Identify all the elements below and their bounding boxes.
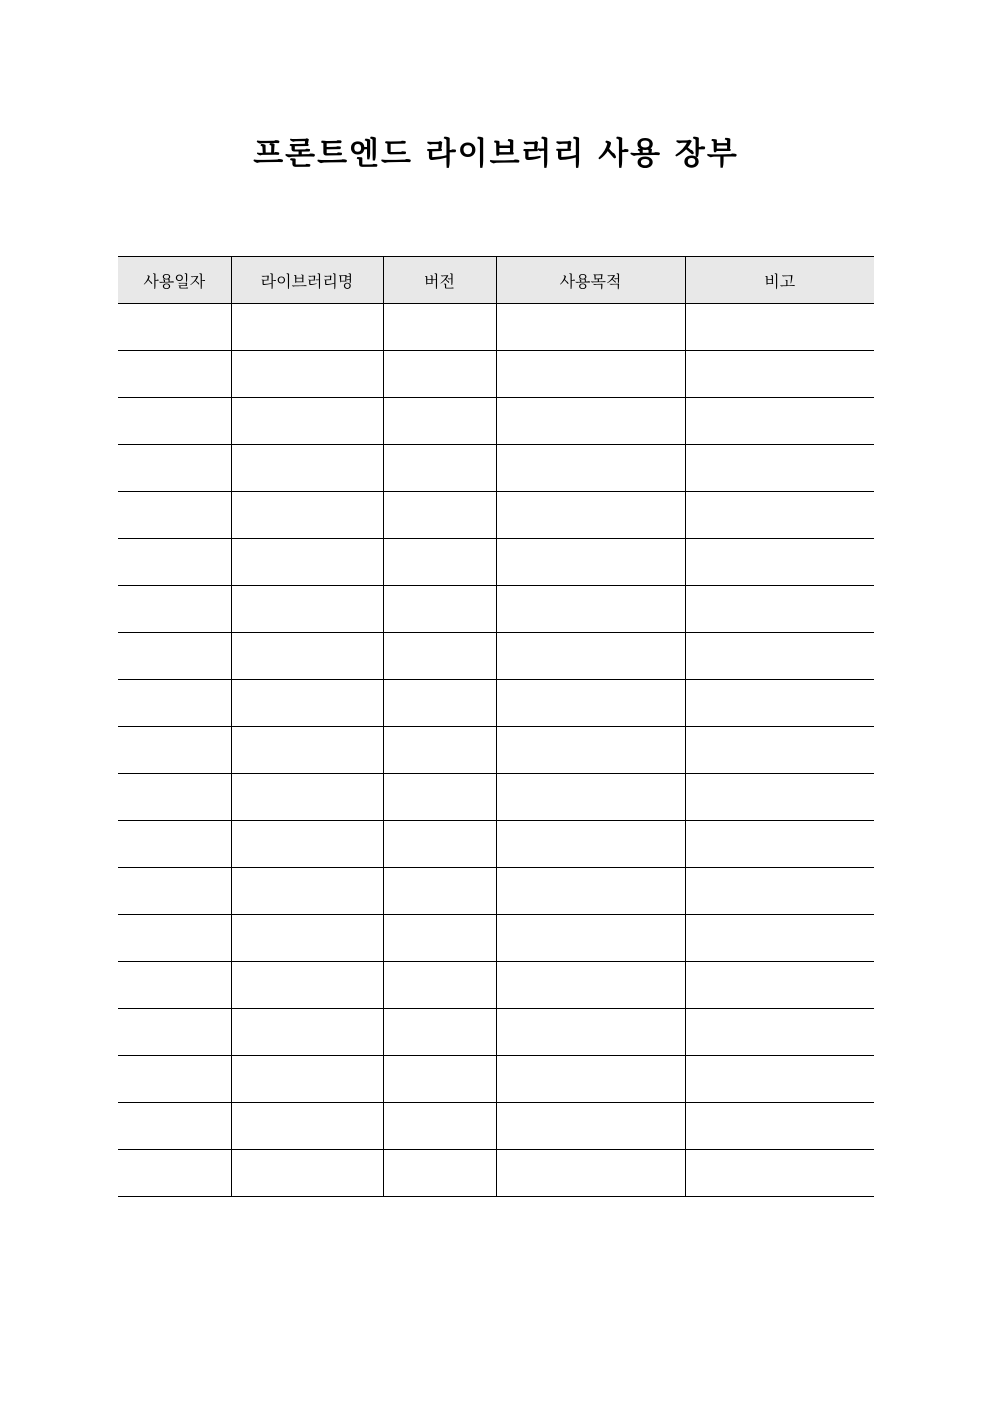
- version-cell[interactable]: [383, 633, 496, 680]
- remarks-cell[interactable]: [685, 680, 874, 727]
- date-cell[interactable]: [118, 351, 231, 398]
- date-cell[interactable]: [118, 868, 231, 915]
- date-cell[interactable]: [118, 445, 231, 492]
- purpose-cell[interactable]: [496, 304, 685, 351]
- table-row: [118, 1009, 874, 1056]
- remarks-cell[interactable]: [685, 445, 874, 492]
- library-name-cell[interactable]: [231, 868, 383, 915]
- remarks-cell[interactable]: [685, 1056, 874, 1103]
- date-cell[interactable]: [118, 774, 231, 821]
- version-cell[interactable]: [383, 492, 496, 539]
- table-row: [118, 680, 874, 727]
- date-cell[interactable]: [118, 586, 231, 633]
- remarks-cell[interactable]: [685, 539, 874, 586]
- library-name-cell[interactable]: [231, 351, 383, 398]
- version-cell[interactable]: [383, 680, 496, 727]
- library-name-cell[interactable]: [231, 1103, 383, 1150]
- header-row: [118, 257, 874, 304]
- purpose-cell[interactable]: [496, 492, 685, 539]
- table-row: [118, 1103, 874, 1150]
- table-row: [118, 774, 874, 821]
- date-cell[interactable]: [118, 680, 231, 727]
- date-cell[interactable]: [118, 915, 231, 962]
- header-version: 버전: [383, 257, 496, 304]
- version-cell[interactable]: [383, 821, 496, 868]
- purpose-cell[interactable]: [496, 915, 685, 962]
- library-name-cell[interactable]: [231, 1150, 383, 1197]
- library-name-cell[interactable]: [231, 633, 383, 680]
- remarks-cell[interactable]: [685, 962, 874, 1009]
- purpose-cell[interactable]: [496, 1103, 685, 1150]
- date-cell[interactable]: [118, 1056, 231, 1103]
- library-name-cell[interactable]: [231, 774, 383, 821]
- purpose-cell[interactable]: [496, 633, 685, 680]
- version-cell[interactable]: [383, 445, 496, 492]
- table-row: [118, 1150, 874, 1197]
- purpose-cell[interactable]: [496, 680, 685, 727]
- purpose-cell[interactable]: [496, 868, 685, 915]
- remarks-cell[interactable]: [685, 304, 874, 351]
- date-cell[interactable]: [118, 398, 231, 445]
- ledger-table: [118, 256, 874, 1197]
- date-cell[interactable]: [118, 821, 231, 868]
- remarks-cell[interactable]: [685, 915, 874, 962]
- remarks-cell[interactable]: [685, 727, 874, 774]
- version-cell[interactable]: [383, 868, 496, 915]
- library-name-cell[interactable]: [231, 1009, 383, 1056]
- library-name-cell[interactable]: [231, 962, 383, 1009]
- purpose-cell[interactable]: [496, 398, 685, 445]
- version-cell[interactable]: [383, 351, 496, 398]
- library-name-cell[interactable]: [231, 398, 383, 445]
- remarks-cell[interactable]: [685, 821, 874, 868]
- date-cell[interactable]: [118, 633, 231, 680]
- remarks-cell[interactable]: [685, 398, 874, 445]
- library-name-cell[interactable]: [231, 1056, 383, 1103]
- remarks-cell[interactable]: [685, 351, 874, 398]
- library-name-cell[interactable]: [231, 492, 383, 539]
- library-name-cell[interactable]: [231, 915, 383, 962]
- table-row: [118, 868, 874, 915]
- version-cell[interactable]: [383, 1150, 496, 1197]
- header-purpose: 사용목적: [496, 257, 685, 304]
- remarks-cell[interactable]: [685, 868, 874, 915]
- version-cell[interactable]: [383, 727, 496, 774]
- table-row: [118, 445, 874, 492]
- remarks-cell[interactable]: [685, 1150, 874, 1197]
- library-name-cell[interactable]: [231, 727, 383, 774]
- remarks-cell[interactable]: [685, 774, 874, 821]
- table-row: [118, 304, 874, 351]
- purpose-cell[interactable]: [496, 445, 685, 492]
- table-row: [118, 962, 874, 1009]
- version-cell[interactable]: [383, 1056, 496, 1103]
- remarks-cell[interactable]: [685, 1103, 874, 1150]
- ledger-body: [118, 304, 874, 1197]
- table-row: [118, 1056, 874, 1103]
- remarks-cell[interactable]: [685, 586, 874, 633]
- purpose-cell[interactable]: [496, 821, 685, 868]
- header-remarks: 비고: [685, 257, 874, 304]
- purpose-cell[interactable]: [496, 1056, 685, 1103]
- version-cell[interactable]: [383, 304, 496, 351]
- table-row: [118, 915, 874, 962]
- date-cell[interactable]: [118, 962, 231, 1009]
- library-name-cell[interactable]: [231, 586, 383, 633]
- table-row: [118, 351, 874, 398]
- date-cell[interactable]: [118, 539, 231, 586]
- library-name-cell[interactable]: [231, 680, 383, 727]
- remarks-cell[interactable]: [685, 1009, 874, 1056]
- date-cell[interactable]: [118, 727, 231, 774]
- header-library-name: 라이브러리명: [231, 257, 383, 304]
- version-cell[interactable]: [383, 586, 496, 633]
- version-cell[interactable]: [383, 539, 496, 586]
- version-cell[interactable]: [383, 774, 496, 821]
- purpose-cell[interactable]: [496, 962, 685, 1009]
- version-cell[interactable]: [383, 1103, 496, 1150]
- table-row: [118, 492, 874, 539]
- library-name-cell[interactable]: [231, 304, 383, 351]
- date-cell[interactable]: [118, 1103, 231, 1150]
- purpose-cell[interactable]: [496, 774, 685, 821]
- purpose-cell[interactable]: [496, 351, 685, 398]
- table-row: [118, 821, 874, 868]
- library-name-cell[interactable]: [231, 821, 383, 868]
- header-date: 사용일자: [118, 257, 231, 304]
- table-row: [118, 586, 874, 633]
- purpose-cell[interactable]: [496, 727, 685, 774]
- date-cell[interactable]: [118, 304, 231, 351]
- purpose-cell[interactable]: [496, 1009, 685, 1056]
- page-title: 프론트엔드 라이브러리 사용 장부: [253, 136, 739, 172]
- version-cell[interactable]: [383, 915, 496, 962]
- remarks-cell[interactable]: [685, 633, 874, 680]
- table-row: [118, 398, 874, 445]
- date-cell[interactable]: [118, 1150, 231, 1197]
- remarks-cell[interactable]: [685, 492, 874, 539]
- version-cell[interactable]: [383, 1009, 496, 1056]
- library-name-cell[interactable]: [231, 445, 383, 492]
- table-row: [118, 539, 874, 586]
- table-row: [118, 633, 874, 680]
- purpose-cell[interactable]: [496, 539, 685, 586]
- version-cell[interactable]: [383, 398, 496, 445]
- version-cell[interactable]: [383, 962, 496, 1009]
- date-cell[interactable]: [118, 492, 231, 539]
- library-name-cell[interactable]: [231, 539, 383, 586]
- table-row: [118, 727, 874, 774]
- purpose-cell[interactable]: [496, 1150, 685, 1197]
- purpose-cell[interactable]: [496, 586, 685, 633]
- date-cell[interactable]: [118, 1009, 231, 1056]
